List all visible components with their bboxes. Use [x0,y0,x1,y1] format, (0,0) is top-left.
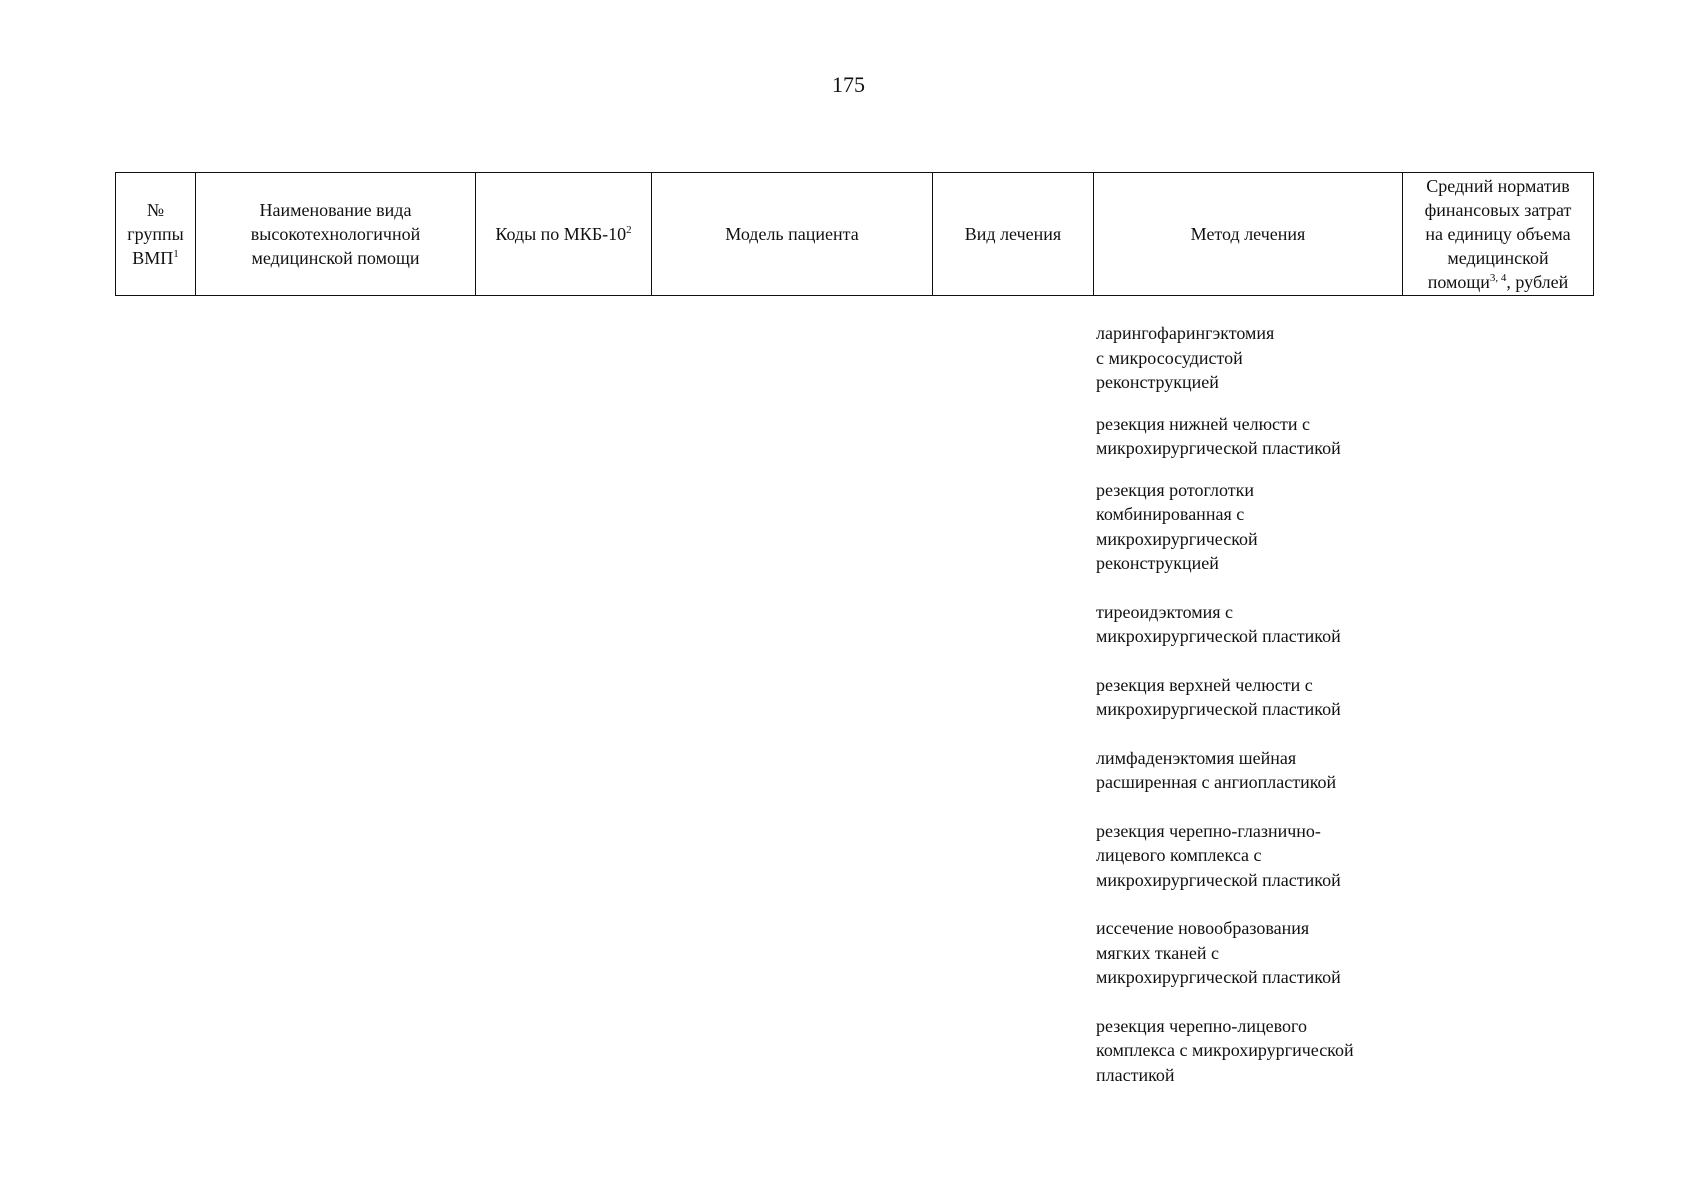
table-header [115,172,1594,296]
header-treatment-type-text: Вид лечения [964,224,1062,244]
header-treatment-type [933,173,1094,296]
header-cost-standard-text: Средний норматив финансовых затрат на единицу объема медицинской помощи [1424,176,1572,292]
page-number: 175 [832,72,865,97]
header-patient-model-text: Модель пациента [725,224,859,244]
treatment-method-list [1096,321,1416,1087]
method-item: тиреоидэктомия с микрохирургической пластикой [1096,601,1341,646]
method-item: резекция черепно-лицевого комплекса с микрохирургической пластикой [1096,1015,1354,1085]
footnote-2: 2 [626,224,632,236]
header-treatment-method [1094,173,1403,296]
header-treatment-method-text: Метод лечения [1190,224,1306,244]
header-cost-standard [1403,173,1594,296]
header-group-number-text: № группы ВМП [127,200,184,268]
header-care-type-name-text: Наименование вида высокотехнологичной медицинской помощи [250,200,421,268]
header-group-number [116,173,196,296]
method-item: лимфаденэктомия шейная расширенная с ангиопластикой [1096,747,1337,792]
header-care-type-name [196,173,476,296]
footnote-1: 1 [173,248,179,260]
method-item: ларингофарингэктомия с микрососудистой реконструкцией [1096,323,1275,392]
method-item: иссечение новообразования мягких тканей с микрохирургической пластикой [1096,918,1341,987]
method-item: резекция черепно-глазнично- лицевого комплекса с микрохирургической пластикой [1096,820,1341,890]
header-icd-codes [476,173,652,296]
header-row [116,173,1594,296]
method-item: резекция нижней челюсти с микрохирургической пластикой [1096,413,1341,458]
method-item: резекция ротоглотки комбинированная с микрохирургической реконструкцией [1096,479,1258,573]
method-item: резекция верхней челюсти с микрохирургической пластикой [1096,674,1341,719]
header-patient-model [652,173,933,296]
header-icd-codes-text: Коды по МКБ-10 [495,224,627,244]
footnote-3-4: 3, 4 [1489,272,1507,284]
header-cost-standard-suffix: , рублей [1506,272,1569,292]
